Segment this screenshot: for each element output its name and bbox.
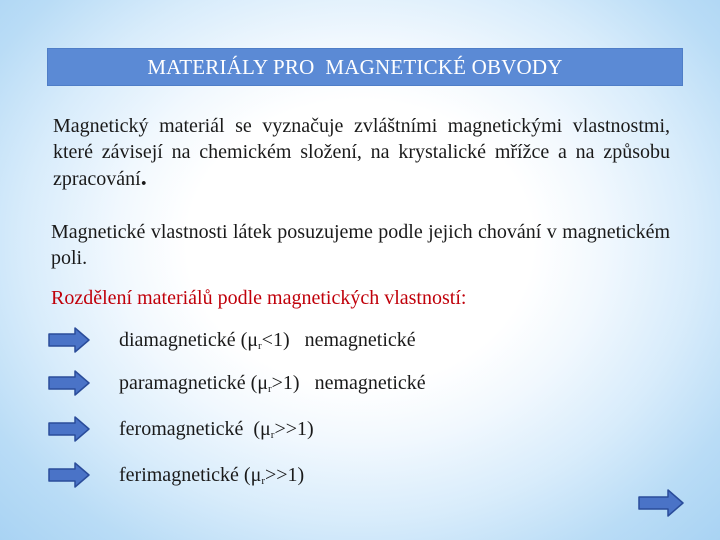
- item-suffix: >>1): [265, 464, 305, 486]
- item-subscript: r: [267, 383, 272, 395]
- list-item-diamagnetic: [47, 326, 547, 356]
- item-prefix: feromagnetické (μ: [119, 418, 271, 440]
- right-arrow-icon: [47, 461, 91, 489]
- list-item-text: [119, 461, 304, 495]
- item-subscript: r: [261, 475, 265, 487]
- item-subscript: r: [270, 429, 275, 441]
- paragraph-material-description: [53, 113, 670, 192]
- paragraph1-text: Magnetický materiál se vyznačuje zvláštními magnetickými vlastnostmi, které závisejí na chemickém složení, na krystalické mřížce a na způsobu zpracování: [53, 115, 670, 190]
- item-suffix: >1) nemagnetické: [271, 372, 426, 394]
- item-prefix: paramagnetické (μ: [119, 372, 268, 394]
- paragraph1-period: .: [140, 165, 147, 191]
- right-arrow-icon: [47, 326, 91, 354]
- classification-heading: Rozdělení materiálů podle magnetických vlastností:: [51, 287, 467, 309]
- item-suffix: >>1): [274, 418, 314, 440]
- item-prefix: diamagnetické (μ: [119, 329, 258, 351]
- title-bar: [47, 48, 683, 86]
- right-arrow-icon: [47, 369, 91, 397]
- slide-title: MATERIÁLY PRO MAGNETICKÉ OBVODY: [147, 54, 563, 79]
- list-item-paramagnetic: [47, 369, 547, 399]
- item-subscript: r: [258, 340, 262, 352]
- item-prefix: ferimagnetické (μ: [119, 464, 262, 486]
- paragraph-magnetic-properties: Magnetické vlastnosti látek posuzujeme podle jejich chování v magnetickém poli.: [51, 221, 670, 269]
- next-slide-arrow-icon[interactable]: [637, 488, 685, 518]
- list-item-text: [119, 369, 426, 403]
- list-item-ferromagnetic: [47, 415, 547, 445]
- right-arrow-icon: [47, 415, 91, 443]
- list-item-ferrimagnetic: [47, 461, 547, 491]
- list-item-text: [119, 415, 314, 449]
- list-item-text: [119, 326, 416, 360]
- item-suffix: <1) nemagnetické: [261, 329, 416, 351]
